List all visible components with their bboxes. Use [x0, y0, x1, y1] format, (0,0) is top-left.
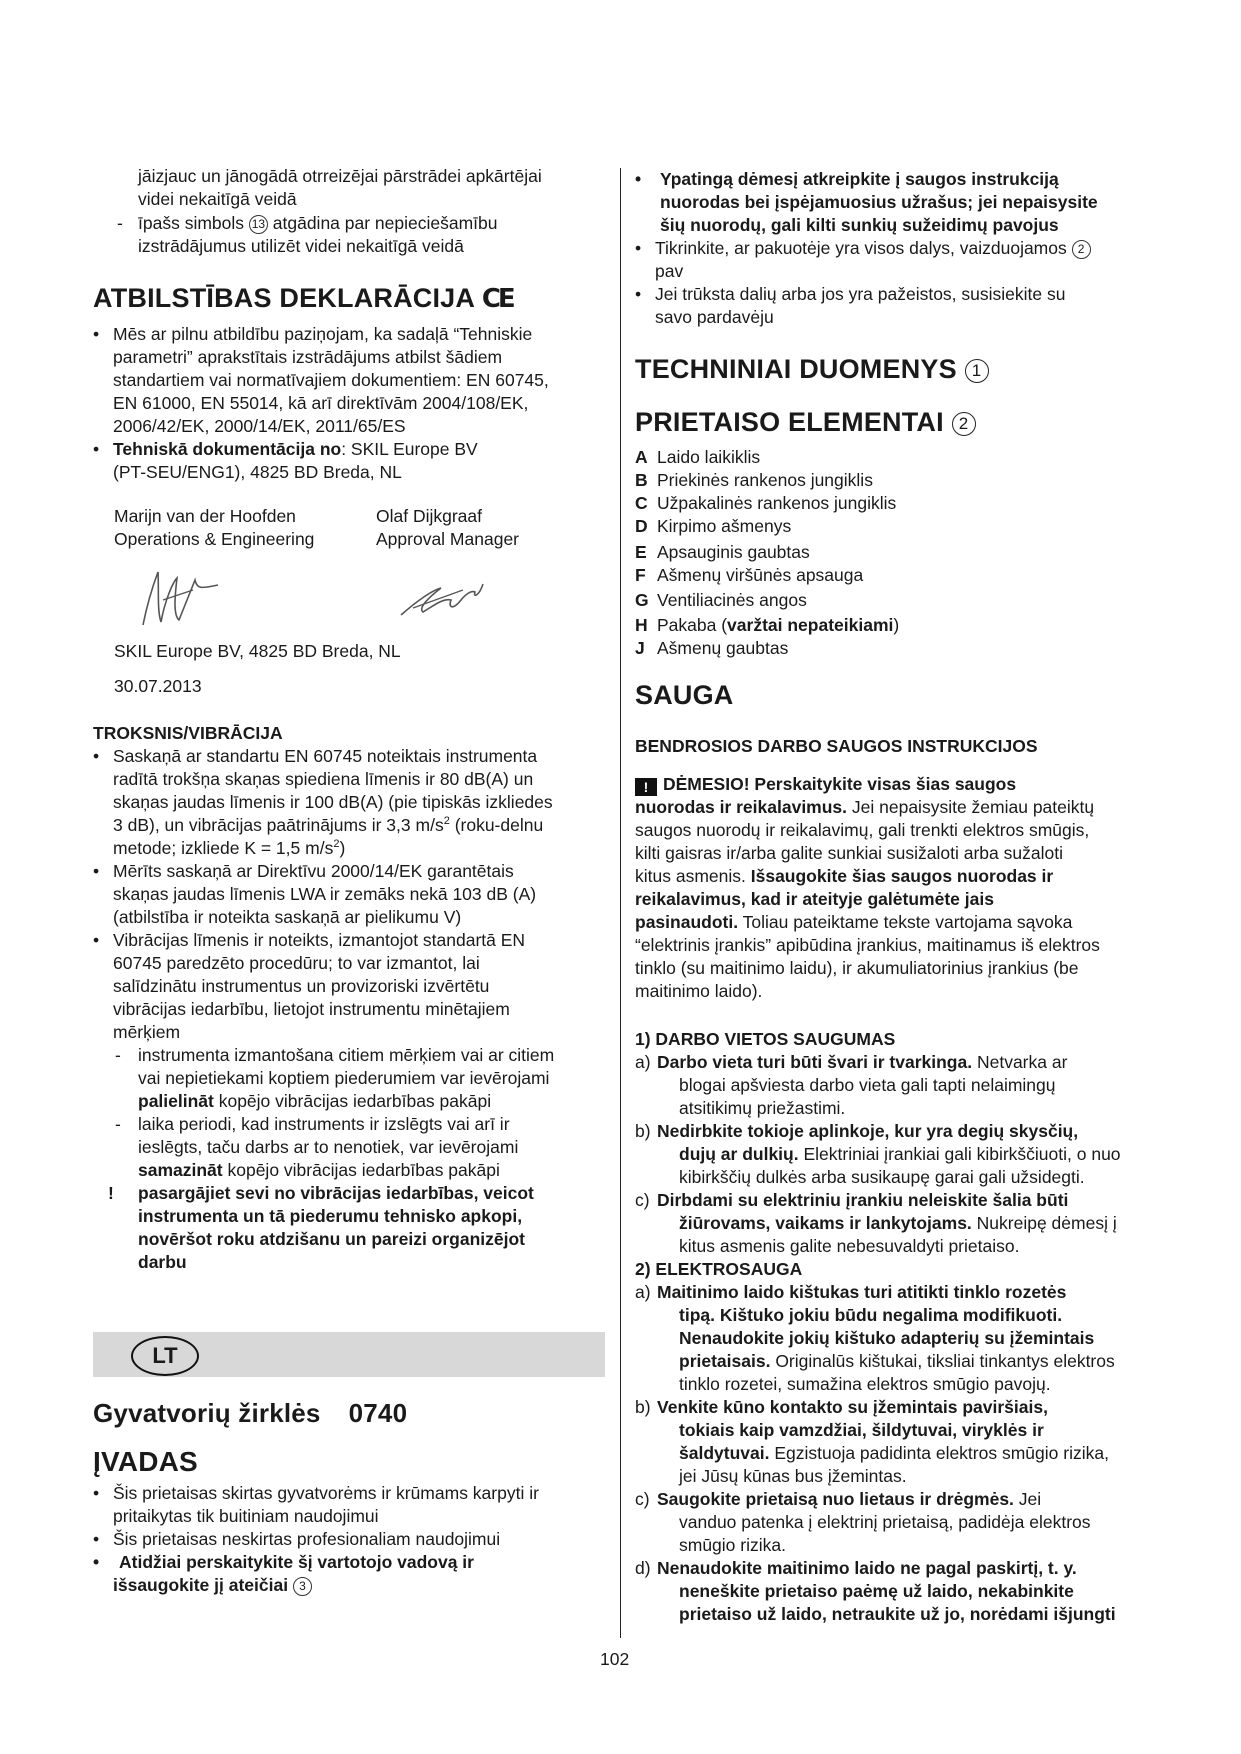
elements-list	[635, 446, 1155, 660]
warning-paragraph: ! DĖMESIO! Perskaitykite visas šias saugos nuorodas ir reikalavimus. Jei nepaisysite žemiau pateiktų saugos nuorodų ir reikalavimų, gali trenkti elektros smūgis, kilti gaisras ir/arba galite sunkiai susižaloti arba sužaloti kitus asmenis. Išsaugokite šias saugos nuorodas ir reikalavimus, kad ir ateityje galėtumėte jais pasinaudoti. Toliau pateiktame tekste vartojama sąvoka “elektrinis įrankis” apibūdina įrankius, maitinamus iš elektros tinklo (su maitinimo laidu), ir akumuliatorinius įrankius (be maitinimo laido).	[635, 774, 1100, 1001]
list-item: B Priekinės rankenos jungiklis	[635, 470, 873, 490]
language-badge: LT	[131, 1336, 199, 1376]
warning-icon: !	[635, 778, 657, 796]
signature-1-image	[133, 560, 223, 635]
safety-rules: 1) DARBO VIETOS SAUGUMAS a) Darbo vieta turi būti švari ir tvarkinga. Netvarka ar blogai apšviesta darbo vieta gali tapti nelaimingų atsitikimų priežastimi. b) Nedirbkite tokioje aplinkoje, kur yra degių skysčių, dujų ar dulkių. Elektriniai įrankiai gali kibirkščiuoti, o nuo kibirkščių dulkės arba susikaupę garai gali užsidegti. c) Dirbdami su elektriniu įrankiu neleiskite šalia būti žiūrovams, vaikams ir lankytojams. Nukreipę dėmesį į kitus asmenis galite nebesuvaldyti prietaiso. 2) ELEKTROSAUGA a) Maitinimo laido kištukas turi atitikti tinklo rozetės tipą. Kištuko jokiu būdu negalima modifikuoti. Nenaudokite jokių kištuko adapterių su įžemintais prietaisais. Originalūs kištukai, tiksliai tinkantys elektros tinklo rozetei, sumažina elektros smūgio pavojų. b) Venkite kūno kontakto su įžemintais paviršiais, tokiais kaip vamzdžiai, šildytuvai, viryklės ir šaldytuvai. Egzistuoja padidinta elektros smūgio rizika, jei Jūsų kūnas bus įžemintas. c) Saugokite prietaisą nuo lietaus ir drėgmės. Jei vanduo patenka į elektrinį prietaisą, padidėja elektros smūgio rizika. d) Nenaudokite maitinimo laido ne pagal paskirtį, t. y. neneškite prietaiso paėmę už laido, nekabinkite prietaiso už laido, netraukite už jo, norėdami išjungti	[635, 1029, 1121, 1624]
signature-2-image	[393, 570, 493, 630]
page-number: 102	[600, 1649, 630, 1669]
signatory-2: Olaf Dijkgraaf Approval Manager	[376, 506, 519, 549]
general-safety-title: BENDROSIOS DARBO SAUGOS INSTRUKCIJOS	[635, 736, 1038, 756]
signatory-1: Marijn van der Hoofden Operations & Engineering	[114, 506, 315, 549]
column-divider	[620, 168, 621, 1638]
list-item: F Ašmenų viršūnės apsauga	[635, 565, 864, 585]
symbol-note: - īpašs simbols 13 atgādina par nepieciešamību izstrādājumus utilizēt videi nekaitīgā veidā	[117, 213, 498, 256]
list-item: G Ventiliacinės angos	[635, 590, 807, 610]
declaration-date: 30.07.2013	[114, 676, 202, 696]
number-2-icon: 2	[1072, 240, 1091, 259]
number-2-icon: 2	[952, 412, 976, 436]
elements-title: PRIETAISO ELEMENTAI 2	[635, 407, 976, 438]
tech-data-title: TECHNINIAI DUOMENYS 1	[635, 354, 989, 385]
list-item: D Kirpimo ašmenys	[635, 516, 792, 536]
intro-bullets: • Šis prietaisas skirtas gyvatvorėms ir krūmams karpyti ir pritaikytas tik buitiniam naudojimui • Šis prietaisas neskirtas profesionaliam naudojimui • Atidžiai perskaitykite šį vartotojo vadovą ir išsaugokite jį ateičiai 3	[93, 1483, 539, 1595]
exclamation-icon: !	[108, 1183, 114, 1203]
number-3-icon: 3	[293, 1577, 312, 1596]
declaration-text: • Mēs ar pilnu atbildību paziņojam, ka sadaļā “Tehniskie parametri” aprakstītais izstrādājums atbilst šādiem standartiem vai normatīvajiem dokumentiem: EN 60745, EN 61000, EN 55014, kā arī direktīvām 2004/108/EK, 2006/42/EK, 2000/14/EK, 2011/65/ES • Tehniskā dokumentācija no: SKIL Europe BV (PT-SEU/ENG1), 4825 BD Breda, NL	[93, 324, 549, 482]
noise-vibration-title: TROKSNIS/VIBRĀCIJA	[93, 723, 283, 743]
safety-title: SAUGA	[635, 680, 734, 710]
list-item: J Ašmenų gaubtas	[635, 638, 789, 658]
intro-title: ĮVADAS	[93, 1446, 198, 1477]
list-item: E Apsauginis gaubtas	[635, 542, 810, 562]
number-1-icon: 1	[965, 359, 989, 383]
noise-vibration-text: • Saskaņā ar standartu EN 60745 noteiktais instrumenta radītā trokšņa skaņas spiediena līmenis ir 80 dB(A) un skaņas jaudas līmenis ir 100 dB(A) (pie tipiskās izkliedes 3 dB), un vibrācijas paātrinājums ir 3,3 $m/s^2$ (roku-delnu metode; izkliede K = 1,5 $m/s^2$) • Mērīts saskaņā ar Direktīvu 2000/14/EK garantētais skaņas jaudas līmenis LWA ir zemāks nekā 103 dB (A) (atbilstība ir noteikta saskaņā ar pielikumu V) • Vibrācijas līmenis ir noteikts, izmantojot standartā EN 60745 paredzēto procedūru; to var izmantot, lai salīdzinātu instrumentus un provizoriski izvērtētu vibrācijas iedarbību, lietojot instrumentu minētajiem mērķiem - instrumenta izmantošana citiem mērķiem vai ar citiem vai nepietiekami koptiem piederumiem var ievērojami palielināt kopējo vibrācijas iedarbības pakāpi - laika periodi, kad instruments ir izslēgts vai arī ir ieslēgts, taču darbs ar to nenotiek, var ievērojami samazināt kopējo vibrācijas iedarbības pakāpi ! pasargājiet sevi no vibrācijas iedarbības, veicot instrumenta un tā piederumu tehnisko apkopi, novēršot roku atdzišanu un pareizi organizējot darbu	[93, 746, 555, 1272]
declaration-title: ATBILSTĪBAS DEKLARĀCIJA CE	[93, 283, 513, 314]
intro-bullets-cont: • Ypatingą dėmesį atkreipkite į saugos instrukciją nuorodas bei įspėjamuosius užrašus; jei nepaisysite šių nuorodų, gali kilti sunkių sužeidimų pavojus • Tikrinkite, ar pakuotėje yra visos dalys, vaizduojamos 2 pav • Jei trūksta dalių arba jos yra pažeistos, susisiekite su savo pardavėju	[635, 169, 1098, 327]
intro-continuation: jāizjauc un jānogādā otrreizējai pārstrādei apkārtējai videi nekaitīgā veidā	[138, 166, 542, 209]
company-address: SKIL Europe BV, 4825 BD Breda, NL	[114, 641, 401, 661]
number-13-icon: 13	[249, 215, 268, 234]
ce-mark-icon: CE	[481, 284, 513, 314]
language-section-bar	[93, 1332, 605, 1377]
list-item: C Užpakalinės rankenos jungiklis	[635, 493, 897, 513]
list-item: A Laido laikiklis	[635, 447, 761, 467]
list-item: H Pakaba (varžtai nepateikiami)	[635, 615, 900, 635]
product-title: Gyvatvorių žirklės 0740	[93, 1398, 408, 1428]
